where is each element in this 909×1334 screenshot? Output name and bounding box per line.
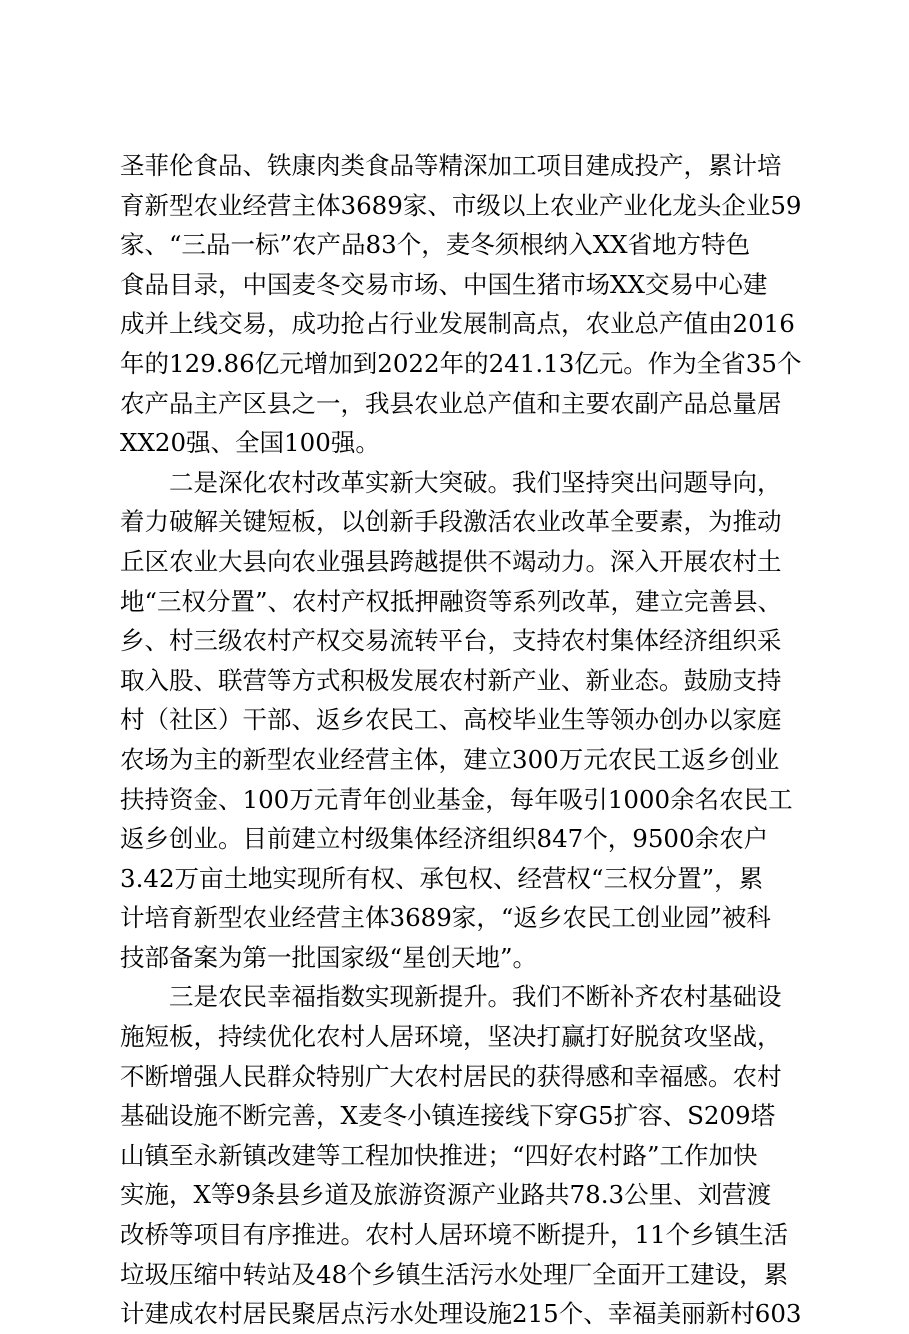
text-line: 改桥等项目有序推进。农村人居环境不断提升，11个乡镇生活 bbox=[120, 1220, 789, 1250]
text-line: 基础设施不断完善，X麦冬小镇连接线下穿G5扩容、S209塔 bbox=[120, 1101, 776, 1131]
text-line: 农场为主的新型农业经营主体，建立300万元农民工返乡创业 bbox=[120, 744, 780, 774]
text-line: 计培育新型农业经营主体3689家，“返乡农民工创业园”被科 bbox=[120, 903, 771, 933]
text-line: 丘区农业大县向农业强县跨越提供不竭动力。深入开展农村土 bbox=[120, 546, 782, 576]
text-line: 圣菲伦食品、铁康肉类食品等精深加工项目建成投产，累计培 bbox=[120, 151, 782, 180]
paragraph-heading-line: 二是深化农村改革实新大突破。我们坚持突出问题导向， bbox=[169, 467, 782, 497]
text-line: 乡、村三级农村产权交易流转平台，支持农村集体经济组织采 bbox=[120, 626, 782, 656]
text-line: 村（社区）干部、返乡农民工、高校毕业生等领办创办以家庭 bbox=[120, 705, 782, 735]
text-line: 地“三权分置”、农村产权抵押融资等系列改革，建立完善县、 bbox=[120, 586, 783, 616]
text-line: 家、“三品一标”农产品83个，麦冬须根纳入XX省地方特色 bbox=[120, 230, 751, 260]
text-line: 施短板，持续优化农村人居环境，坚决打赢打好脱贫攻坚战， bbox=[120, 1022, 782, 1052]
text-line: 垃圾压缩中转站及48个乡镇生活污水处理厂全面开工建设，累 bbox=[120, 1259, 789, 1289]
text-line: 3.42万亩土地实现所有权、承包权、经营权“三权分置”，累 bbox=[120, 863, 764, 893]
text-line: 山镇至永新镇改建等工程加快推进；“四好农村路”工作加快 bbox=[120, 1140, 758, 1170]
text-line: XX20强、全国100强。 bbox=[120, 428, 380, 458]
text-line: 技部备案为第一批国家级“星创天地”。 bbox=[120, 942, 538, 972]
text-line: 农产品主产区县之一，我县农业总产值和主要农副产品总量居 bbox=[120, 388, 782, 418]
text-line: 返乡创业。目前建立村级集体经济组织847个，9500余农户 bbox=[120, 824, 769, 854]
text-line: 育新型农业经营主体3689家、市级以上农业产业化龙头企业59 bbox=[120, 190, 802, 220]
text-line: 食品目录，中国麦冬交易市场、中国生猪市场XX交易中心建 bbox=[120, 269, 768, 299]
text-line: 年的129.86亿元增加到2022年的241.13亿元。作为全省35个 bbox=[120, 348, 802, 378]
text-line: 着力破解关键短板，以创新手段激活农业改革全要素，为推动 bbox=[120, 507, 782, 537]
body-text bbox=[120, 146, 820, 1334]
text-line: 成并上线交易，成功抢占行业发展制高点，农业总产值由2016 bbox=[120, 309, 795, 339]
paragraph-heading-line: 三是农民幸福指数实现新提升。我们不断补齐农村基础设 bbox=[169, 982, 782, 1012]
text-line: 不断增强人民群众特别广大农村居民的获得感和幸福感。农村 bbox=[120, 1061, 782, 1091]
text-line: 实施，X等9条县乡道及旅游资源产业路共78.3公里、刘营渡 bbox=[120, 1180, 772, 1210]
text-line: 扶持资金、100万元青年创业基金，每年吸引1000余名农民工 bbox=[120, 784, 793, 814]
text-line: 取入股、联营等方式积极发展农村新产业、新业态。鼓励支持 bbox=[120, 665, 782, 695]
text-line: 计建成农村居民聚居点污水处理设施215个、幸福美丽新村603 bbox=[120, 1299, 802, 1329]
